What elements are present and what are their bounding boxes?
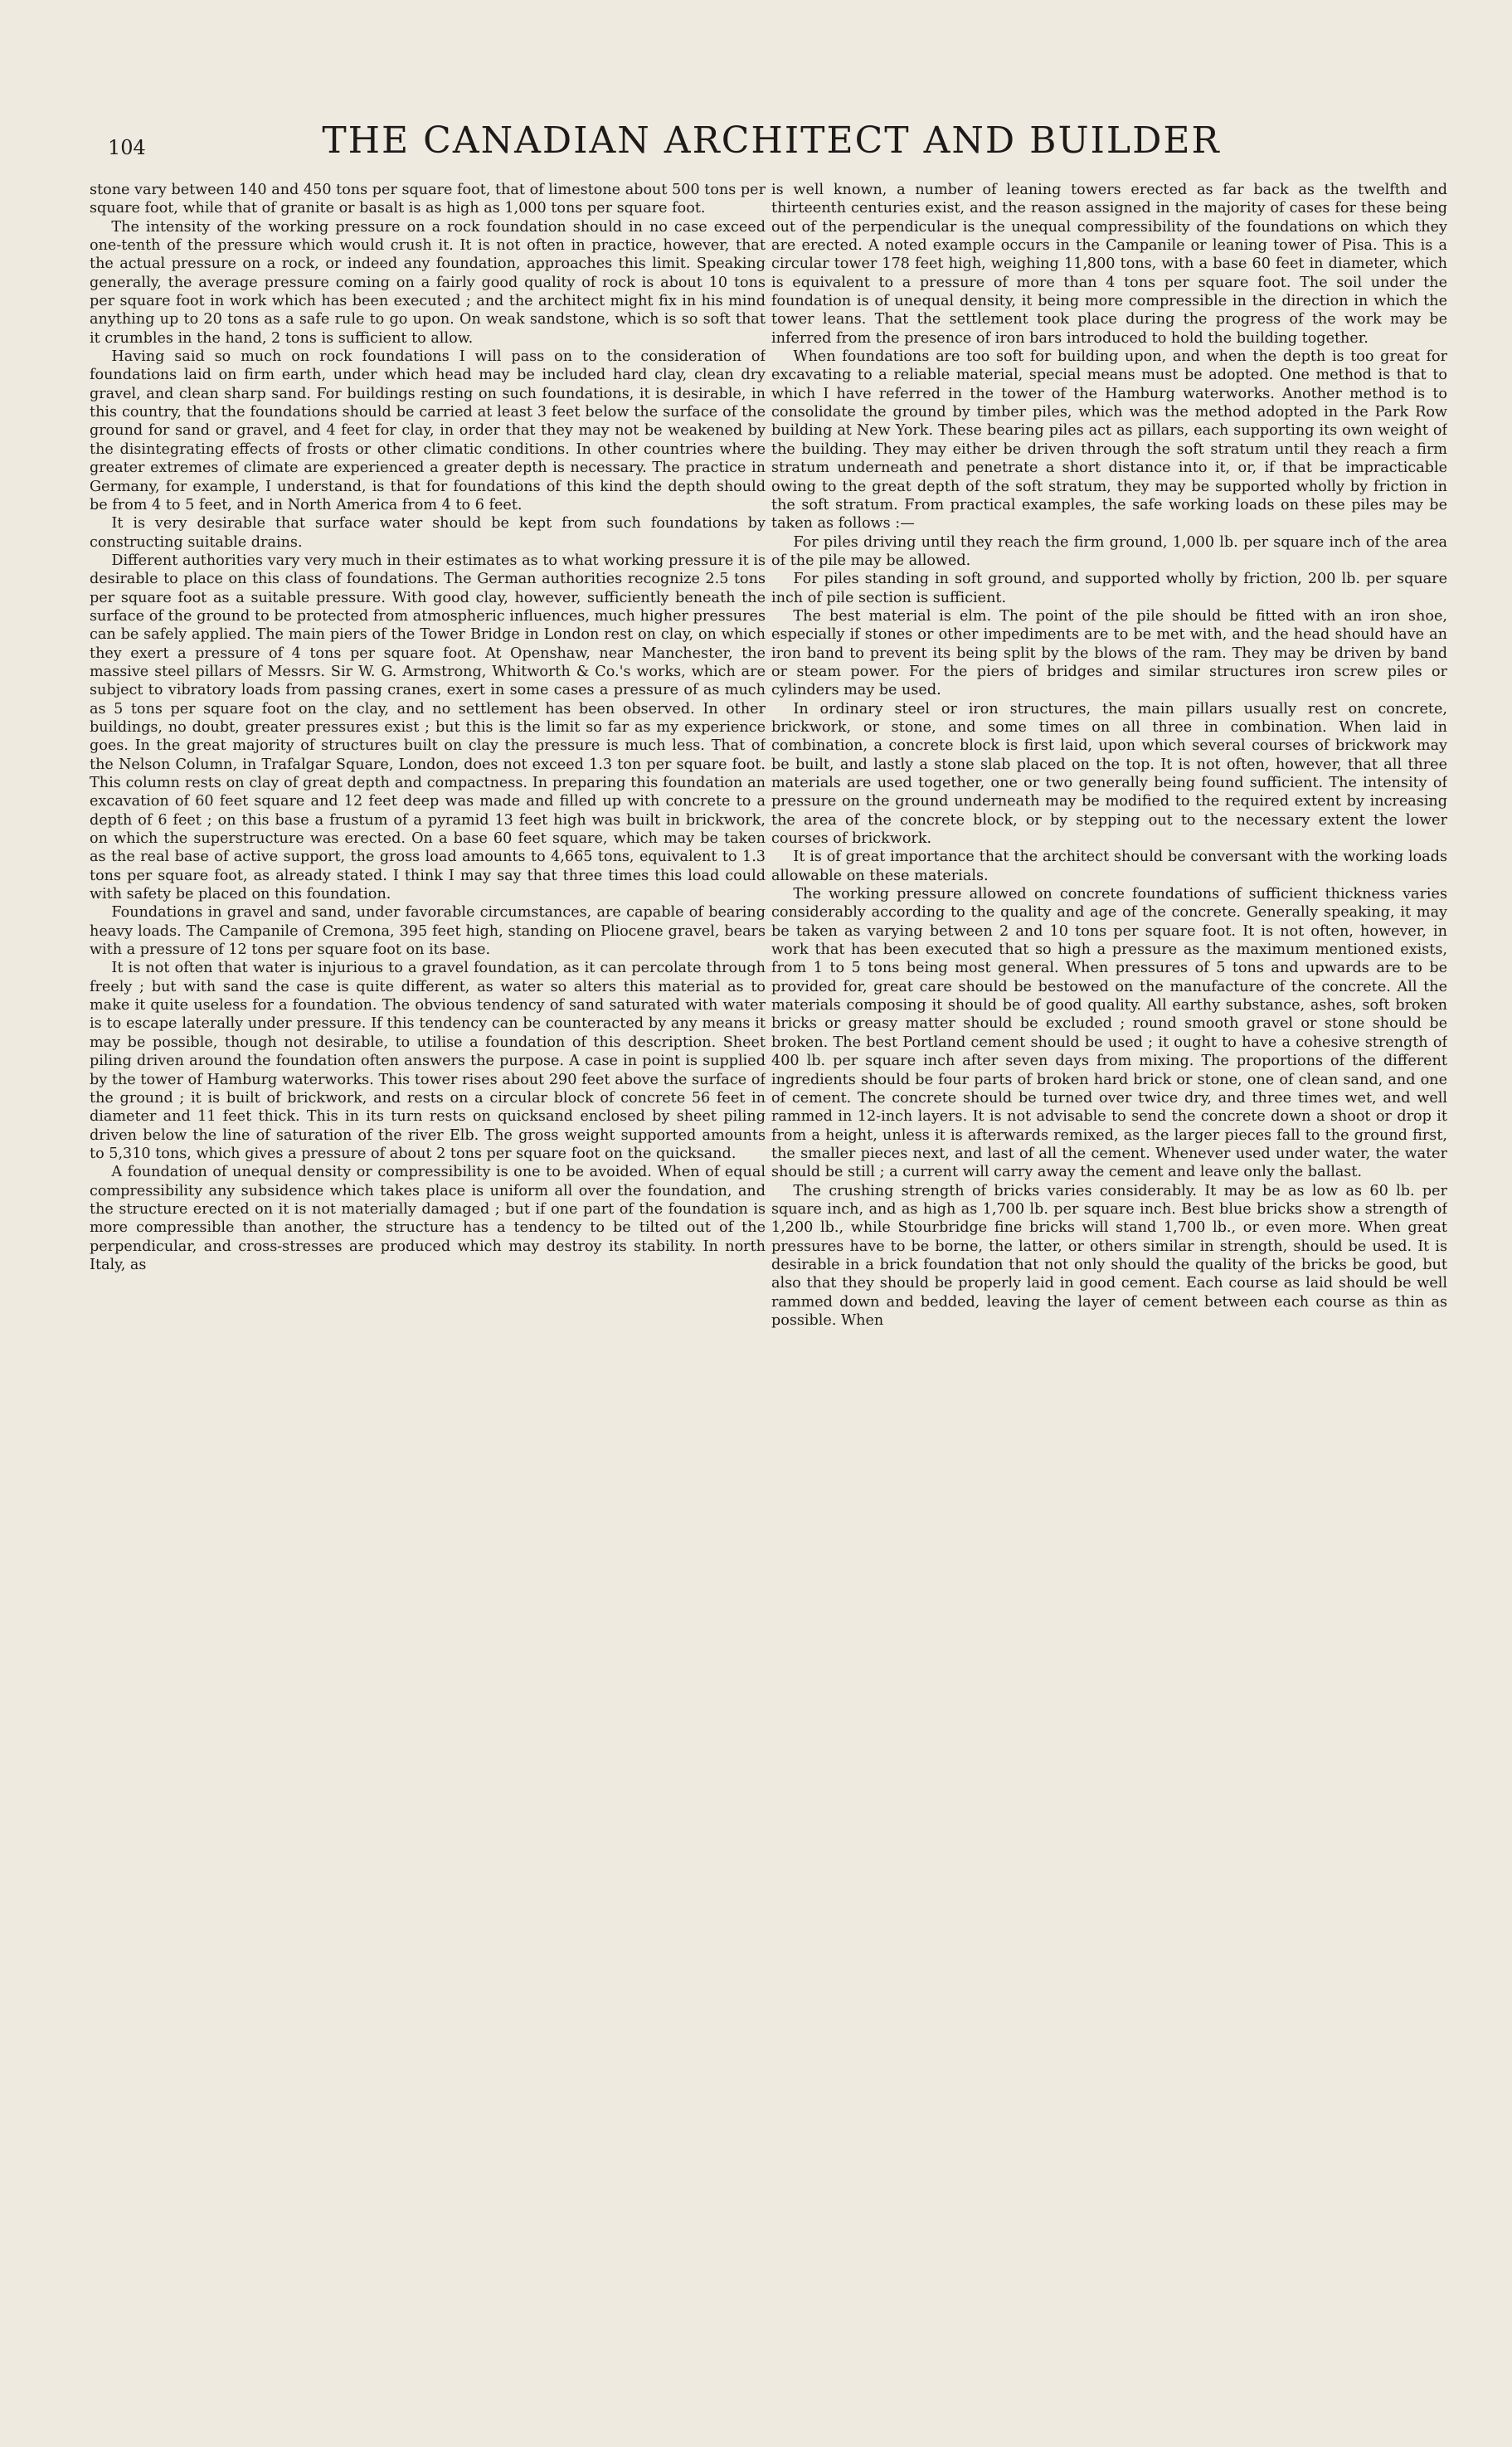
journal-title: THE CANADIAN ARCHITECT AND BUILDER [322, 119, 1221, 162]
page-header [100, 114, 1443, 173]
paragraph: Foundations in gravel and sand, under favorable circumstances, are capable of bearing heavy loads. The Campanile of Cremona, 395 feet high, standing on Pliocene gravel, bears with a pressure of 12 tons per square foot on its base. [90, 904, 766, 959]
paragraph: Different authorities vary very much in their estimates as to what working pressure it is desirable to place on this class of foundations. The German authorities recognize 2.5 tons per square foot as a suitable pressure. With good clay, however, sufficiently beneath the surface of the ground to be protected from atmospheric influences, much higher pressures can be safely applied. The main piers of the Tower Bridge in London rest on clay, on which they exert a pressure of 4 tons per square foot. At Openshaw, near Manchester, the massive steel pillars of Messrs. Sir W. G. Armstrong, Whitworth & Co.'s works, which are subject to vibratory loads from passing cranes, exert in some cases a pressure of as much as 5 tons per square foot on the clay, and no settlement has been observed. In other buildings, no doubt, greater pressures exist ; but this is the limit so far as my experience goes. In the great majority of structures built on clay the pressure is much less. That of the Nelson Column, in Trafalgar Square, London, does not exceed 1.3 ton per square foot. This column rests on clay of great depth and compactness. In preparing this foundation an excavation of 60 feet square and 12 feet deep was made and filled up with concrete to a depth of 6 feet ; on this base a frustum of a pyramid 13 feet high was built in brickwork, on which the superstructure was erected. On a base 60 feet square, which may be taken as the real base of active support, the gross load amounts to 4,665 tons, equivalent to 1.3 tons per square foot, as already stated. I think I may say that three times this load could with safety be placed on this foundation. [90, 552, 766, 903]
left-column [90, 181, 766, 2412]
paragraph: When foundations are too soft for building upon, and when the depth is too great for excavating to a reliable material, special means must be adopted. One method is that to which I have referred in the tower of the Hamburg waterworks. Another method is to consolidate the ground by timber piles, which was the method adopted in the Park Row building at New York. These bearing piles act as pillars, each supporting its own weight of the building. They may either be driven through the soft stratum until they reach a firm stratum underneath and penetrate a short distance into it, or, if that be impracticable owing to the great depth of the soft stratum, they may be supported wholly by friction in the soft stratum. From practical examples, the safe working loads on these piles may be taken as follows :— [771, 348, 1447, 533]
page-number: 104 [108, 136, 146, 159]
right-column [771, 181, 1447, 2412]
paragraph: The best material is elm. The point of the pile should be fitted with an iron shoe, especially if stones or other impediments are to be met with, and the head should have an iron band to prevent its being split by the blows of the ram. They may be driven by band or steam power. For the piers of bridges and similar structures iron screw piles or cylinders may be used. [771, 607, 1447, 699]
paragraph: The intensity of the working pressure on a rock foundation should in no case exceed one-tenth of the pressure which would crush it. It is not often in practice, however, that the actual pressure on a rock, or indeed any foundation, approaches this limit. Speaking generally, the average pressure coming on a fairly good quality of rock is about 10 tons per square foot in work which has been executed ; and the architect might fix in his mind anything up to 20 tons as a safe rule to go upon. On weak sandstone, which is so soft that it crumbles in the hand, 2 tons is sufficient to allow. [90, 218, 766, 347]
paragraph: The crushing strength of bricks varies considerably. It may be as low as 60 lb. per square inch, and as high as 1,700 lb. per square inch. Best blue bricks show a strength of 1,200 lb., while Stourbridge fine bricks will stand 1,700 lb., or even more. When great pressures have to be borne, the latter, or others similar in strength, should be used. It is desirable in a brick foundation that not only should the quality of the bricks be good, but also that they should be properly laid in good cement. Each course as laid should be well rammed down and bedded, leaving the layer of cement between each course as thin as possible. When [771, 1182, 1447, 1329]
paragraph: It is very desirable that surface water should be kept from such foundations by constructing suitable drains. [90, 515, 766, 551]
paragraph: is well known, a number of leaning towers erected as far back as the twelfth and thirteenth centuries exist, and the reason assigned in the majority of cases for these being out of the perpendicular is the unequal compressibility of the foundations on which they are erected. A noted example occurs in the Campanile or leaning tower of Pisa. This is a circular tower 178 feet high, weighing 11,800 tons, with a base 60 feet in diameter, which is equivalent to a pressure of more than 4 tons per square foot. The soil under the foundation is of unequal density, it being more compressible in the direction in which the tower leans. That the settlement took place during the progress of the work may be inferred from the presence of iron bars introduced to hold the building together. [771, 182, 1447, 347]
paragraph: Having said so much on rock foundations I will pass on to the consideration of foundations laid on firm earth, under which head may be included hard clay, clean dry gravel, and clean sharp sand. For buildings resting on such foundations, it is desirable, in this country, that the foundations should be carried at least 3 feet below the surface of the ground for sand or gravel, and 4 feet for clay, in order that they may not be weakened by the disintegrating effects of frosts or other climatic conditions. In other countries where greater extremes of climate are experienced a greater depth is necessary. The practice in Germany, for example, I understand, is that for foundations of this kind the depth should be from 4 to 5 feet, and in North America from 4 to 6 feet. [90, 348, 766, 513]
paragraph: stone vary between 140 and 450 tons per square foot, that of limestone about 500 tons per square foot, while that of granite or basalt is as high as 1,000 tons per square foot. [90, 182, 766, 217]
paragraph: In ordinary steel or iron structures, the main pillars usually rest on concrete, brickwork, or stone, and some times on all three in combination. When laid in combination, a concrete block is first laid, upon which several courses of brickwork may be built, and lastly a stone slab placed on the top. It is not often, however, that all three materials are used together, one or two generally being found sufficient. The intensity of pressure on the ground underneath may be modified to the required extent by increasing the area of the concrete block, or by stepping out to the necessary extent the lower courses of brickwork. [771, 700, 1447, 848]
paragraph: A foundation of unequal density or compressibility is one to be avoided. When of equal compressibility any subsidence which takes place is uniform all over the foundation, and the structure erected on it is not materially damaged ; but if one part of the foundation is more compressible than another, the structure has a tendency to be tilted out of the perpendicular, and cross-stresses are produced which may destroy its stability. In north Italy, as [90, 1164, 766, 1273]
paragraph: It is of great importance that the architect should be conversant with the working loads allowable on these materials. [771, 849, 1447, 884]
paragraph: The working pressure allowed on concrete foundations of sufficient thickness varies considerably according to the quality and age of the concrete. Generally speaking, it may be taken as varying between 2 and 10 tons per square foot. It is not often, however, in work that has been executed that so high a pressure as the maximum mentioned exists, from 1 to 5 tons being most general. When pressures of 5 tons and upwards are to be provided for, great care should be bestowed on the manufacture of the concrete. All the materials composing it should be of good quality. All earthy substance, ashes, soft broken bricks or greasy matter should be excluded ; round smooth gravel or stone should be broken. The best Portland cement should be used ; it ought to have a cohesive strength of 400 lb. per square inch after seven days from mixing. The proportions of the different ingredients should be four parts of broken hard brick or stone, one of clean sand, and one of cement. The concrete should be turned over twice dry, and three times wet, and well rammed in 12-inch layers. It is not advisable to send the concrete down a shoot or drop it from a height, unless it is afterwards remixed, as the larger pieces fall to the ground first, the smaller pieces next, and last of all the cement. Whenever used under water, the water should be still ; a current will carry away the cement and leave only the ballast. [771, 886, 1447, 1181]
paragraph: For piles standing in soft ground, and supported wholly by friction, 200 lb. per square inch of pile section is sufficient. [771, 571, 1447, 606]
paragraph: For piles driving until they reach the firm ground, 1,000 lb. per square inch of the area of the pile may be allowed. [771, 533, 1447, 569]
paragraph: It is not often that water is injurious to a gravel foundation, as it can percolate through freely ; but with sand the case is quite different, as water so alters this material as to make it quite useless for a foundation. The obvious tendency of sand saturated with water is to escape laterally under pressure. If this tendency can be counteracted by any means it may be possible, though not desirable, to utilise a foundation of this description. Sheet piling driven around the foundation often answers the purpose. A case in point is supplied by the tower of Hamburg waterworks. This tower rises about 290 feet above the surface of the ground ; it is built of brickwork, and rests on a circular block of concrete 56 feet in diameter and 11 feet thick. This in its turn rests on quicksand enclosed by sheet piling driven below the line of saturation of the river Elb. The gross weight supported amounts to 5,310 tons, which gives a pressure of about 2 tons per square foot on the quicksand. [90, 960, 766, 1162]
